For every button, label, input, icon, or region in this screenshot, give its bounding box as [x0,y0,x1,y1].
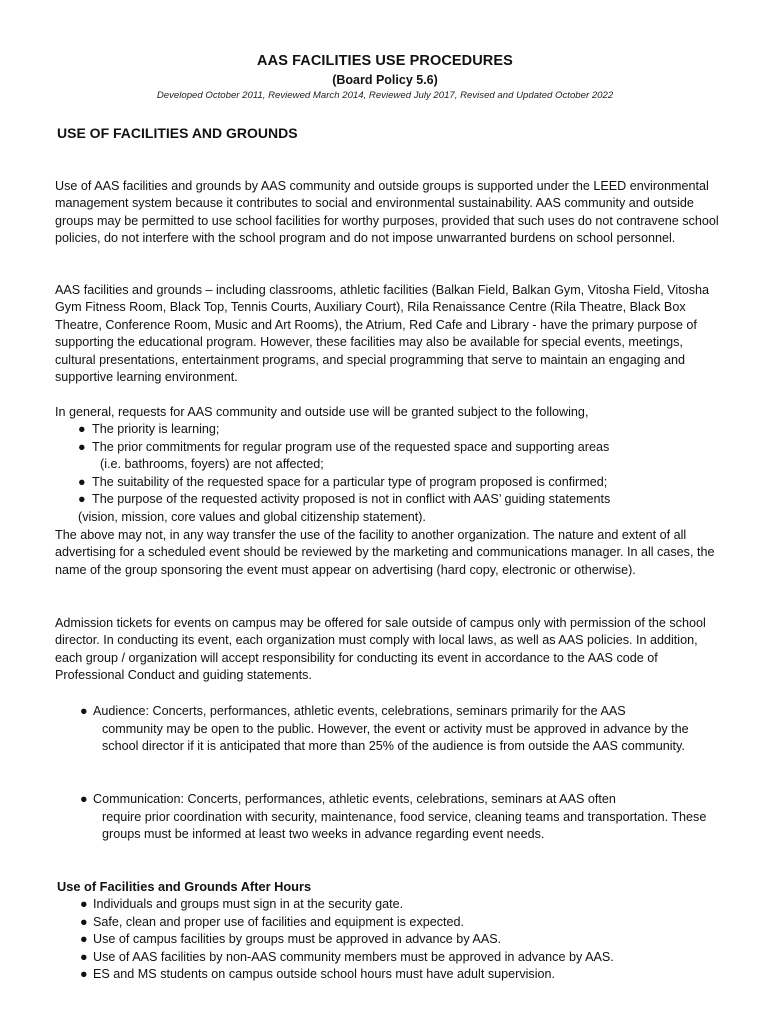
intro-paragraph: Use of AAS facilities and grounds by AAS community and outside groups is supported under the LEED environmental management system because it contributes to social and environmental sustainability. AAS community and outside groups may be permitted to use school facilities for worthy purposes, provided that such uses do not contravene school policies, do not interfere with the school program and do not impose unwarranted burdens on school personnel. [55,179,719,246]
after-hours-list [80,896,720,984]
list-item: ● Communication: Concerts, performances, athletic events, celebrations, seminars at AAS often require prior coordination with security, maintenance, food service, cleaning teams and transportation. These groups must be informed at least two weeks in advance regarding event needs. [80,792,707,842]
bullet-icon: ● [80,932,88,947]
bullet-icon: ● [80,704,88,718]
list-item: ● Audience: Concerts, performances, athletic events, celebrations, seminars primarily for the AAS community may be open to the public. However, the event or activity must be approved in advance by the school director if it is anticipated that more than 25% of the audience is from outside the AAS community. [80,704,689,754]
policy-reference: (Board Policy 5.6) [332,73,438,87]
advertising-paragraph: The above may not, in any way transfer the use of the facility to another organization. The nature and extent of all advertising for a scheduled event should be reviewed by the marketing and communications manager. In all cases, the name of the group sponsoring the event must appear on advertising (hard copy, electronic or otherwise). [55,528,715,577]
list-item: ● Use of campus facilities by groups must be approved in advance by AAS. [80,931,720,949]
conditions-intro: In general, requests for AAS community and outside use will be granted subject to the following, [55,405,589,419]
list-item: ● The priority is learning; [78,421,718,439]
bullet-icon: ● [80,792,88,806]
section-heading: USE OF FACILITIES AND GROUNDS [57,125,298,141]
conditions-list [78,421,718,527]
after-hours-heading: Use of Facilities and Grounds After Hours [57,879,312,894]
bullet-icon: ● [78,492,86,507]
revision-history: Developed October 2011, Reviewed March 2014, Reviewed July 2017, Revised and Updated October 2022 [156,90,614,101]
bullet-icon: ● [78,422,86,436]
tickets-paragraph: Admission tickets for events on campus may be offered for sale outside of campus only with permission of the school director. In conducting its event, each organization must comply with local laws, as well as AAS policies. In addition, each group / organization will accept responsibility for conducting its event in accordance to the AAS code of Professional Conduct and guiding statements. [55,616,706,683]
facilities-paragraph: AAS facilities and grounds – including classrooms, athletic facilities (Balkan Field, Balkan Gym, Vitosha Field, Vitosha Gym Fitness Room, Black Top, Tennis Courts, Auxiliary Court), Rila Renaissance Centre (Rila Theatre, Black Box Theatre, Conference Room, Music and Art Rooms), the Atrium, Red Cafe and Library - have the primary purpose of supporting the educational program. However, these facilities may also be available for special events, meetings, cultural presentations, entertainment programs, and special programming that serve to maintain an engaging and supportive learning environment. [55,283,710,385]
bullet-icon: ● [78,439,86,454]
list-item: ● Use of AAS facilities by non-AAS community members must be approved in advance by AAS. [80,949,720,967]
list-item: ● ES and MS students on campus outside school hours must have adult supervision. [80,966,720,984]
list-item: ● Individuals and groups must sign in at the security gate. [80,896,720,914]
list-item: ● Safe, clean and proper use of facilities and equipment is expected. [80,914,720,932]
bullet-icon: ● [80,967,88,982]
communication-list [80,791,710,844]
bullet-icon: ● [80,897,88,911]
list-item: ● The suitability of the requested space for a particular type of program proposed is confirmed; [78,474,718,492]
list-item: ● The prior commitments for regular program use of the requested space and supporting areas (i.e. bathrooms, foyers) are not affected; [78,439,610,472]
bullet-icon: ● [78,474,86,489]
bullet-icon: ● [80,949,88,964]
bullet-icon: ● [80,914,88,929]
document-title: AAS FACILITIES USE PROCEDURES [257,53,513,69]
list-item: ● The purpose of the requested activity proposed is not in conflict with AAS’ guiding statements (vision, mission, core values and global citizenship statement). [78,492,611,524]
audience-list [80,703,710,756]
